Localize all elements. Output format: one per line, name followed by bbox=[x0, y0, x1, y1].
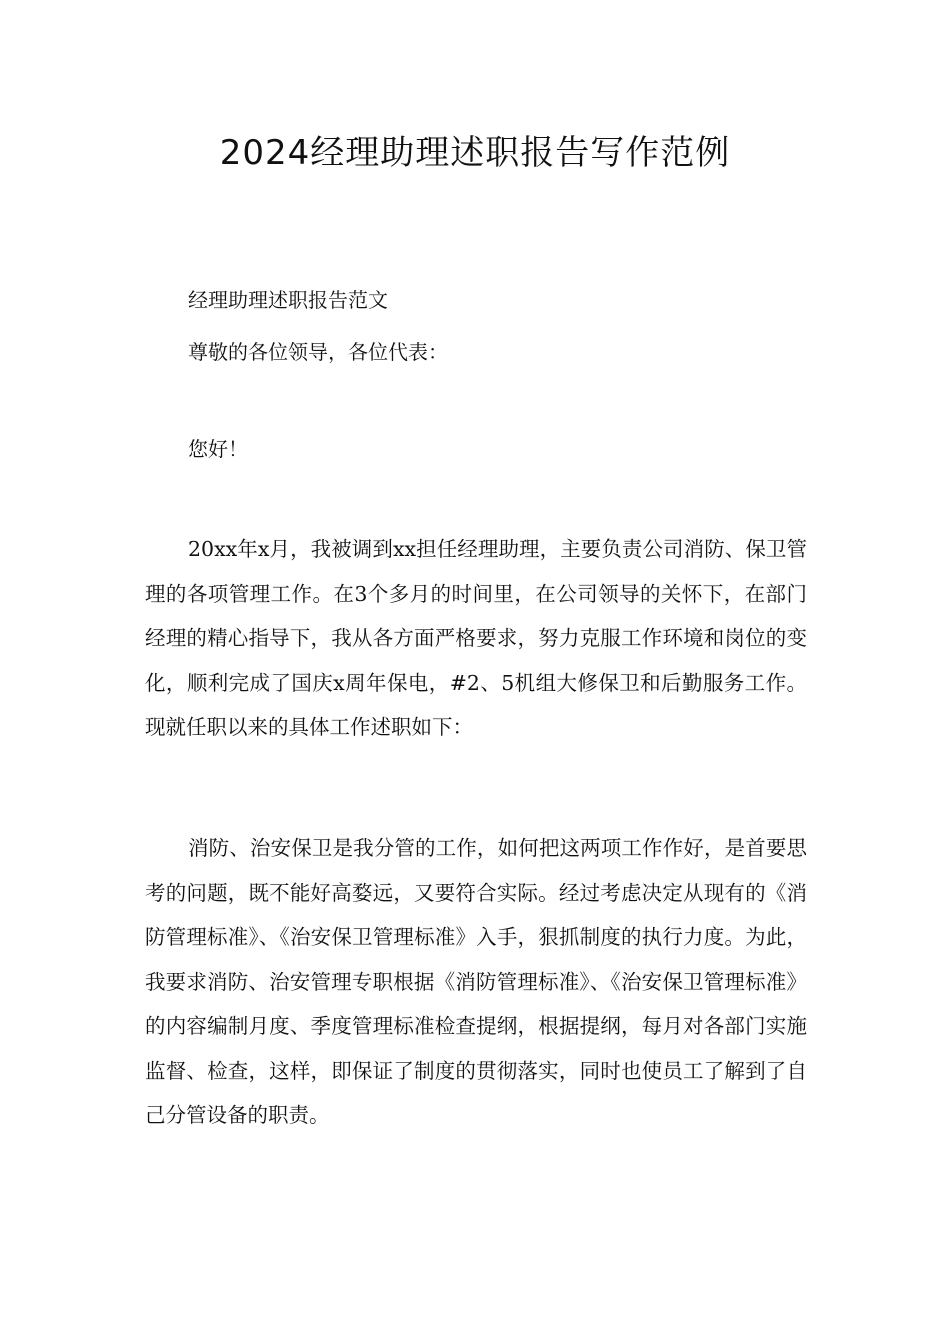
document-subtitle: 经理助理述职报告范文 bbox=[188, 288, 388, 312]
document-title: 2024经理助理述职报告写作范例 bbox=[219, 133, 731, 173]
salutation: 尊敬的各位领导，各位代表： bbox=[188, 340, 448, 364]
greeting: 您好！ bbox=[188, 437, 248, 461]
body-paragraph-2: 消防、治安保卫是我分管的工作，如何把这两项工作作好，是首要思考的问题，既不能好高婺远，又要符合实际。经过考虑决定从现有的《消防管理标准》、《治安保卫管理标准》入手，狠抓制度的执行力度。为此，我要求消防、治安管理专职根据《消防管理标准》、《治安保卫管理标准》的内容编制月度、季度管理标准检查提纲，根据提纲，每月对各部门实施监督、检查，这样，即保证了制度的贯彻落实，同时也使员工了解到了自己分管设备的职责。 bbox=[145, 836, 807, 1127]
body-paragraph-1: 20xx年x月，我被调到xx担任经理助理，主要负责公司消防、保卫管理的各项管理工作。在3个多月的时间里，在公司领导的关怀下，在部门经理的精心指导下，我从各方面严格要求，努力克服工作环境和岗位的变化，顺利完成了国庆x周年保电，#2、5机组大修保卫和后勤服务工作。现就任职以来的具体工作述职如下： bbox=[145, 537, 807, 739]
